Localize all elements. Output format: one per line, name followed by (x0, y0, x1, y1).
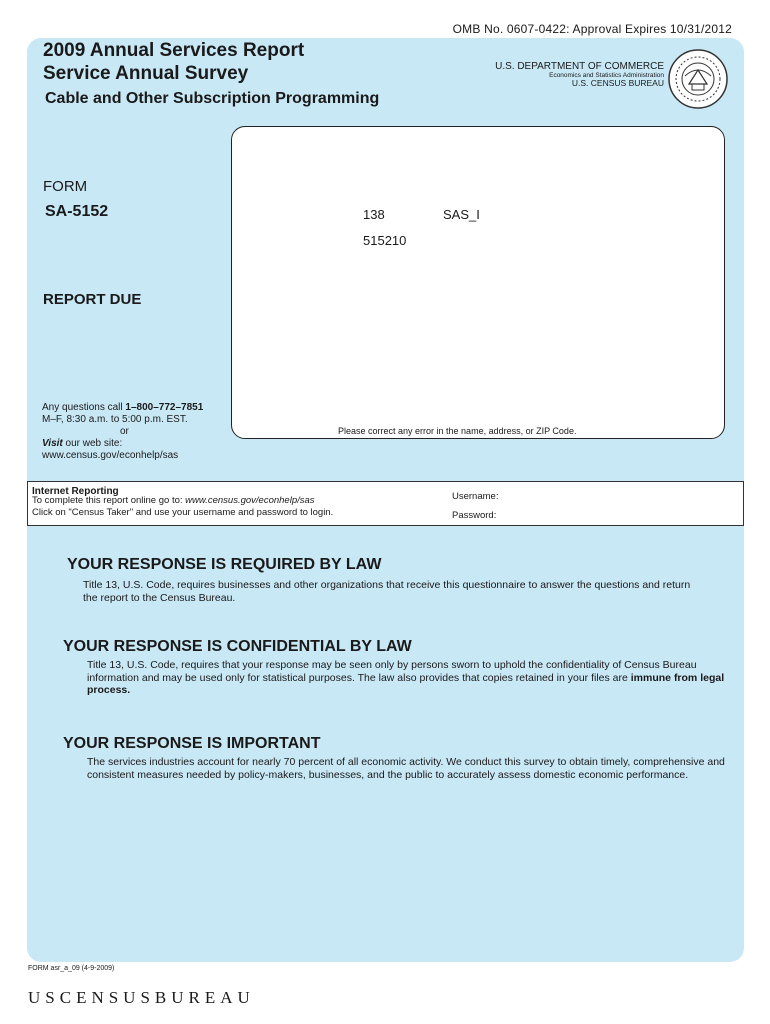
internet-instructions-2: Click on "Census Taker" and use your username and password to login. (32, 507, 334, 518)
internet-url-link[interactable]: www.census.gov/econhelp/sas (185, 495, 315, 506)
website-link[interactable]: www.census.gov/econhelp/sas (42, 450, 179, 461)
address-correction-note: Please correct any error in the name, address, or ZIP Code. (338, 426, 577, 436)
agency-administration: Economics and Statistics Administration (549, 71, 664, 79)
agency-block (495, 62, 664, 88)
section-body-important: The services industries account for nearly 70 percent of all economic activity. We conduct this survey to obtain timely, comprehensive and consistent measures needed by policy-makers, businesses, and the public to accurately assess domestic economic performance. (87, 756, 725, 781)
report-due-label: REPORT DUE (43, 291, 142, 308)
password-label: Password: (452, 510, 497, 521)
address-code-1: 138 (363, 207, 385, 222)
or-text: or (120, 426, 129, 437)
agency-department: U.S. DEPARTMENT OF COMMERCE (495, 61, 664, 72)
commerce-seal-icon (667, 48, 729, 110)
form-id-footer: FORM asr_a_09 (4-9-2009) (28, 965, 115, 972)
industry-subtitle: Cable and Other Subscription Programming (45, 90, 380, 107)
contact-info (42, 402, 203, 462)
address-code-2: SAS_I (443, 207, 480, 222)
address-code-3: 515210 (363, 233, 407, 248)
phone-number: 1–800–772–7851 (125, 402, 204, 413)
agency-bureau: U.S. CENSUS BUREAU (571, 78, 664, 89)
username-label: Username: (452, 491, 499, 502)
section-body-required: Title 13, U.S. Code, requires businesses and other organizations that receive this questionnaire to answer the questions and return the report to the Census Bureau. (83, 579, 691, 604)
visit-label: Visit (42, 438, 63, 449)
survey-title: Service Annual Survey (43, 63, 249, 84)
section-heading-required: YOUR RESPONSE IS REQUIRED BY LAW (67, 556, 382, 573)
questions-text: Any questions call (42, 402, 126, 413)
hours-text: M–F, 8:30 a.m. to 5:00 p.m. EST. (42, 414, 188, 425)
form-label: FORM (43, 178, 88, 195)
confidential-bold-text: immune from legal process. (87, 671, 725, 697)
form-number: SA-5152 (45, 203, 109, 220)
section-body-confidential (87, 659, 727, 697)
omb-approval: OMB No. 0607-0422: Approval Expires 10/31/2012 (452, 22, 732, 36)
visit-text: our web site: (62, 438, 123, 449)
internet-reporting-title: Internet Reporting (32, 486, 119, 497)
confidential-text: Title 13, U.S. Code, requires that your response may be seen only by persons sworn to uphold the confidentiality of Census Bureau information and may be used only for statistical purposes. The law also provides that copies retained in your files are (87, 659, 697, 684)
section-heading-important: YOUR RESPONSE IS IMPORTANT (63, 735, 321, 752)
report-title: 2009 Annual Services Report (43, 40, 305, 61)
internet-instructions-1 (32, 495, 315, 506)
census-bureau-wordmark: USCENSUSBUREAU (28, 988, 255, 1007)
mailing-address-box (231, 126, 725, 439)
internet-instructions-prefix: To complete this report online go to: (32, 495, 186, 506)
section-heading-confidential: YOUR RESPONSE IS CONFIDENTIAL BY LAW (63, 638, 412, 655)
